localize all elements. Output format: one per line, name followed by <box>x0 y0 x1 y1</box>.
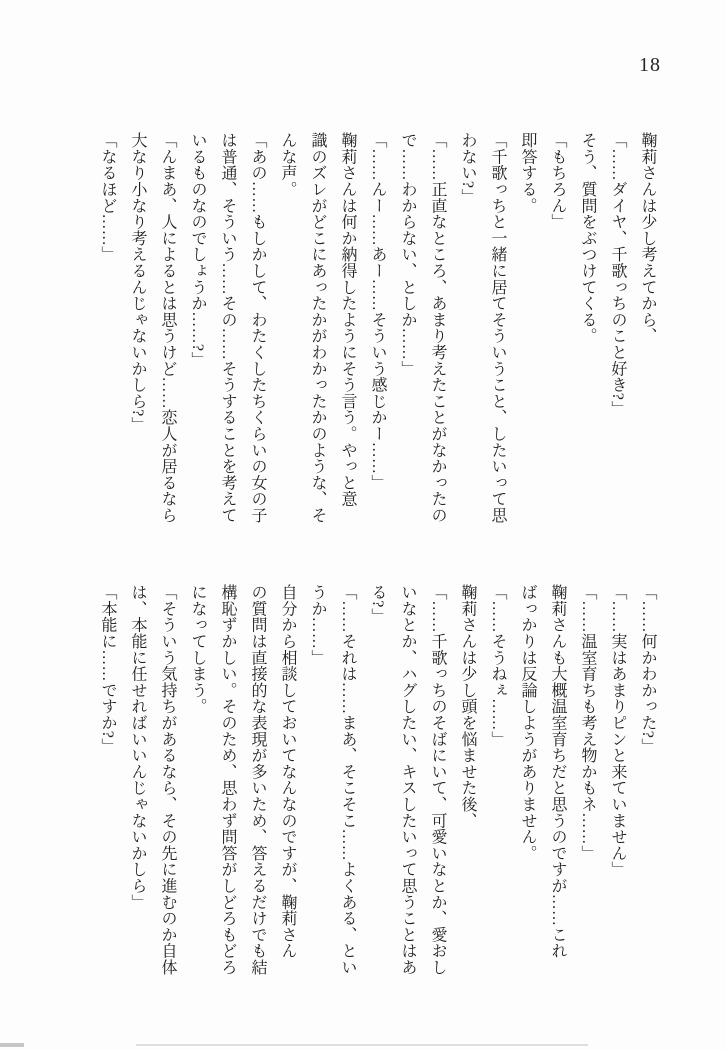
text-column: は、本能に任せればいいんじゃないかしら」 <box>129 584 146 910</box>
text-column: いなとか、ハグしたい、キスしたいって思うことはあ <box>399 584 416 976</box>
text-column: 「……正直なところ、あまり考えたことがなかったの <box>429 132 446 524</box>
text-column: 「……千歌っちのそばにいて、可愛いなとか、愛おし <box>429 584 446 976</box>
text-column: 「もちろん」 <box>549 132 566 230</box>
text-column: 識のズレがどこにあったかがわかったかのような、そ <box>309 132 326 524</box>
text-column: ばっかりは反論しようがありません。 <box>519 584 536 862</box>
text-block-bottom <box>92 584 662 984</box>
text-column: わない?」 <box>459 132 476 205</box>
text-column: 「……実はあまりピンと来ていません」 <box>609 584 626 878</box>
text-column: 「……それは……まあ、そこそこ……よくある、とい <box>339 584 356 976</box>
text-column: んな声。 <box>279 132 296 198</box>
text-column: で……わからない、としか……」 <box>399 132 416 377</box>
text-column: る?」 <box>369 584 386 625</box>
text-column: の質問は直接的な表現が多いため、答えるだけでも結 <box>249 584 266 976</box>
scan-artifact-light <box>136 1044 588 1046</box>
text-column: 「そういう気持ちがあるなら、その先に進むのか自体 <box>159 584 176 976</box>
text-column: 大なり小なり考えるんじゃないかしら?」 <box>129 132 146 433</box>
text-column: 鞠莉さんも大概温室育ちだと思うのですが……これ <box>549 584 566 959</box>
text-column: 「……そうねぇ……」 <box>489 584 506 747</box>
text-column: 即答する。 <box>519 132 536 214</box>
text-column: 鞠莉さんは少し考えてから、 <box>639 132 656 344</box>
text-column: 「……何かわかった?」 <box>639 584 656 755</box>
text-column: うか……」 <box>309 584 326 666</box>
text-column: 鞠莉さんは少し頭を悩ませた後、 <box>459 584 476 829</box>
text-column: 鞠莉さんは何か納得したようにそう言う。やっと意 <box>339 132 356 507</box>
text-column: 「……温室育ちも考え物かもネ……」 <box>579 584 596 862</box>
text-column: 「……ダイヤ、千歌っちのこと好き?」 <box>609 132 626 417</box>
page-number: 18 <box>639 54 661 76</box>
text-column: 「あの……もしかして、わたくしたちくらいの女の子 <box>249 132 266 524</box>
text-column: 「本能に……ですか?」 <box>99 584 116 755</box>
text-column: 「千歌っちと一緒に居てそういうこと、したいって思 <box>489 132 506 524</box>
text-column: 「……んー……あー……そういう感じかー……」 <box>369 132 386 491</box>
text-column: になってしまう。 <box>189 584 206 715</box>
text-column: いるものなのでしょうか……?」 <box>189 132 206 368</box>
text-block-top <box>92 132 662 532</box>
text-column: 自分から相談しておいてなんなのですが、鞠莉さん <box>279 584 296 959</box>
text-column: 「んまあ、人によるとは思うけど……恋人が居るなら <box>159 132 176 524</box>
scan-artifact-dark <box>0 1043 24 1047</box>
text-column: 「なるほど……」 <box>99 132 116 263</box>
text-column: そう、質問をぶつけてくる。 <box>579 132 596 344</box>
text-column: 構恥ずかしい。そのため、思わず問答がしどろもどろ <box>219 584 236 976</box>
text-column: は普通、そういう……その……そうすることを考えて <box>219 132 236 524</box>
